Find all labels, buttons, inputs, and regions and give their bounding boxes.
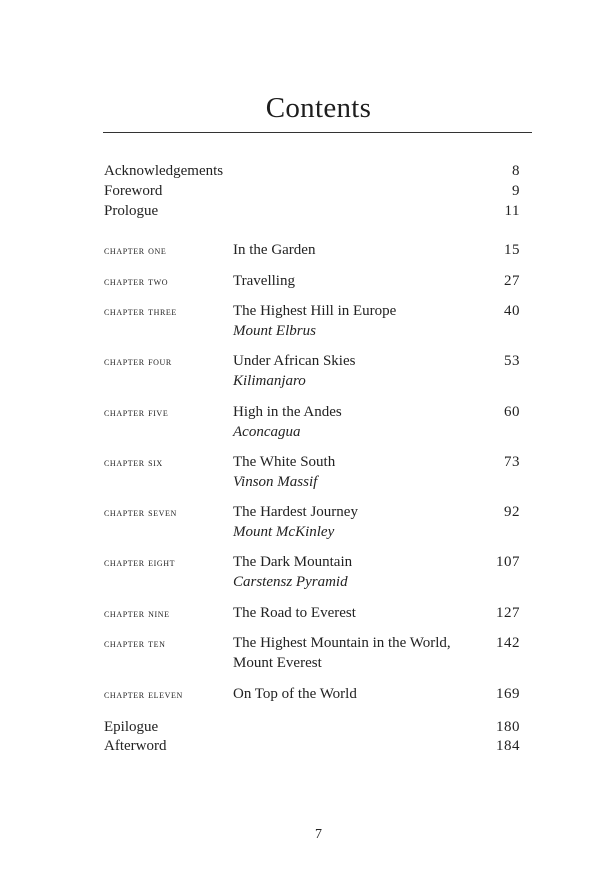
chapter-page: 27 [504,273,520,289]
chapter-page: 169 [496,686,520,702]
toc-entry-page: 184 [496,738,520,754]
toc-entry-page: 180 [496,719,520,735]
chapter-title: The Road to Everest [233,605,356,621]
toc-chapter-five[interactable] [0,402,607,440]
chapter-page: 127 [496,605,520,621]
chapter-title: On Top of the World [233,686,357,702]
chapter-subtitle: Mount Everest [233,655,322,671]
toc-chapter-two[interactable] [0,271,607,291]
chapter-label: chapter five [104,407,169,419]
chapter-subtitle: Aconcagua [233,424,301,440]
chapter-title: Under African Skies [233,353,356,369]
chapter-title: The Highest Mountain in the World, [233,635,451,651]
toc-entry-page: 9 [512,183,520,199]
page-title: Contents [265,92,372,124]
chapter-title: The Highest Hill in Europe [233,303,397,319]
chapter-page: 15 [504,242,520,258]
chapter-page: 40 [504,303,520,319]
chapter-subtitle: Carstensz Pyramid [233,574,348,590]
chapter-label: chapter eleven [104,689,183,701]
chapter-label: chapter nine [104,608,170,620]
chapter-subtitle: Vinson Massif [233,474,318,490]
chapter-label: chapter ten [104,638,166,650]
toc-entry-label: Afterword [104,738,167,754]
chapter-page: 53 [504,353,520,369]
chapter-page: 92 [504,504,520,520]
chapter-label: chapter seven [104,507,177,519]
toc-entry-foreword[interactable] [0,181,607,201]
chapter-title: Travelling [233,273,295,289]
toc-chapter-three[interactable] [0,301,607,339]
title-rule [103,132,532,133]
chapter-title: The White South [233,454,336,470]
toc-entry-afterword[interactable] [0,736,607,756]
toc-entry-page: 11 [504,203,520,219]
page-number: 7 [315,827,322,842]
chapter-subtitle: Kilimanjaro [233,373,306,389]
toc-entry-page: 8 [512,163,520,179]
toc-chapter-eleven[interactable] [0,684,607,704]
chapter-page: 60 [504,404,520,420]
toc-chapter-four[interactable] [0,351,607,389]
chapter-subtitle: Mount McKinley [233,524,335,540]
chapter-title: The Dark Mountain [233,554,353,570]
chapter-label: chapter three [104,306,177,318]
toc-entry-label: Epilogue [104,719,159,735]
chapter-label: chapter six [104,457,163,469]
toc-chapter-ten[interactable] [0,633,607,671]
chapter-title: High in the Andes [233,404,342,420]
toc-chapter-seven[interactable] [0,502,607,540]
chapter-page: 73 [504,454,520,470]
toc-chapter-one[interactable] [0,240,607,260]
toc-entry-prologue[interactable] [0,201,607,221]
chapter-title: The Hardest Journey [233,504,358,520]
toc-entry-label: Foreword [104,183,163,199]
chapter-page: 107 [496,554,520,570]
chapter-label: chapter eight [104,557,176,569]
toc-entry-label: Prologue [104,203,159,219]
toc-chapter-six[interactable] [0,452,607,490]
chapter-label: chapter two [104,276,169,288]
toc-entry-acknowledgements[interactable] [0,161,607,181]
chapter-subtitle: Mount Elbrus [233,323,316,339]
toc-entry-epilogue[interactable] [0,717,607,737]
chapter-label: chapter one [104,245,167,257]
chapter-title: In the Garden [233,242,316,258]
toc-chapter-eight[interactable] [0,552,607,590]
toc-entry-label: Acknowledgements [104,163,224,179]
toc-chapter-nine[interactable] [0,603,607,623]
chapter-page: 142 [496,635,520,651]
chapter-label: chapter four [104,356,172,368]
